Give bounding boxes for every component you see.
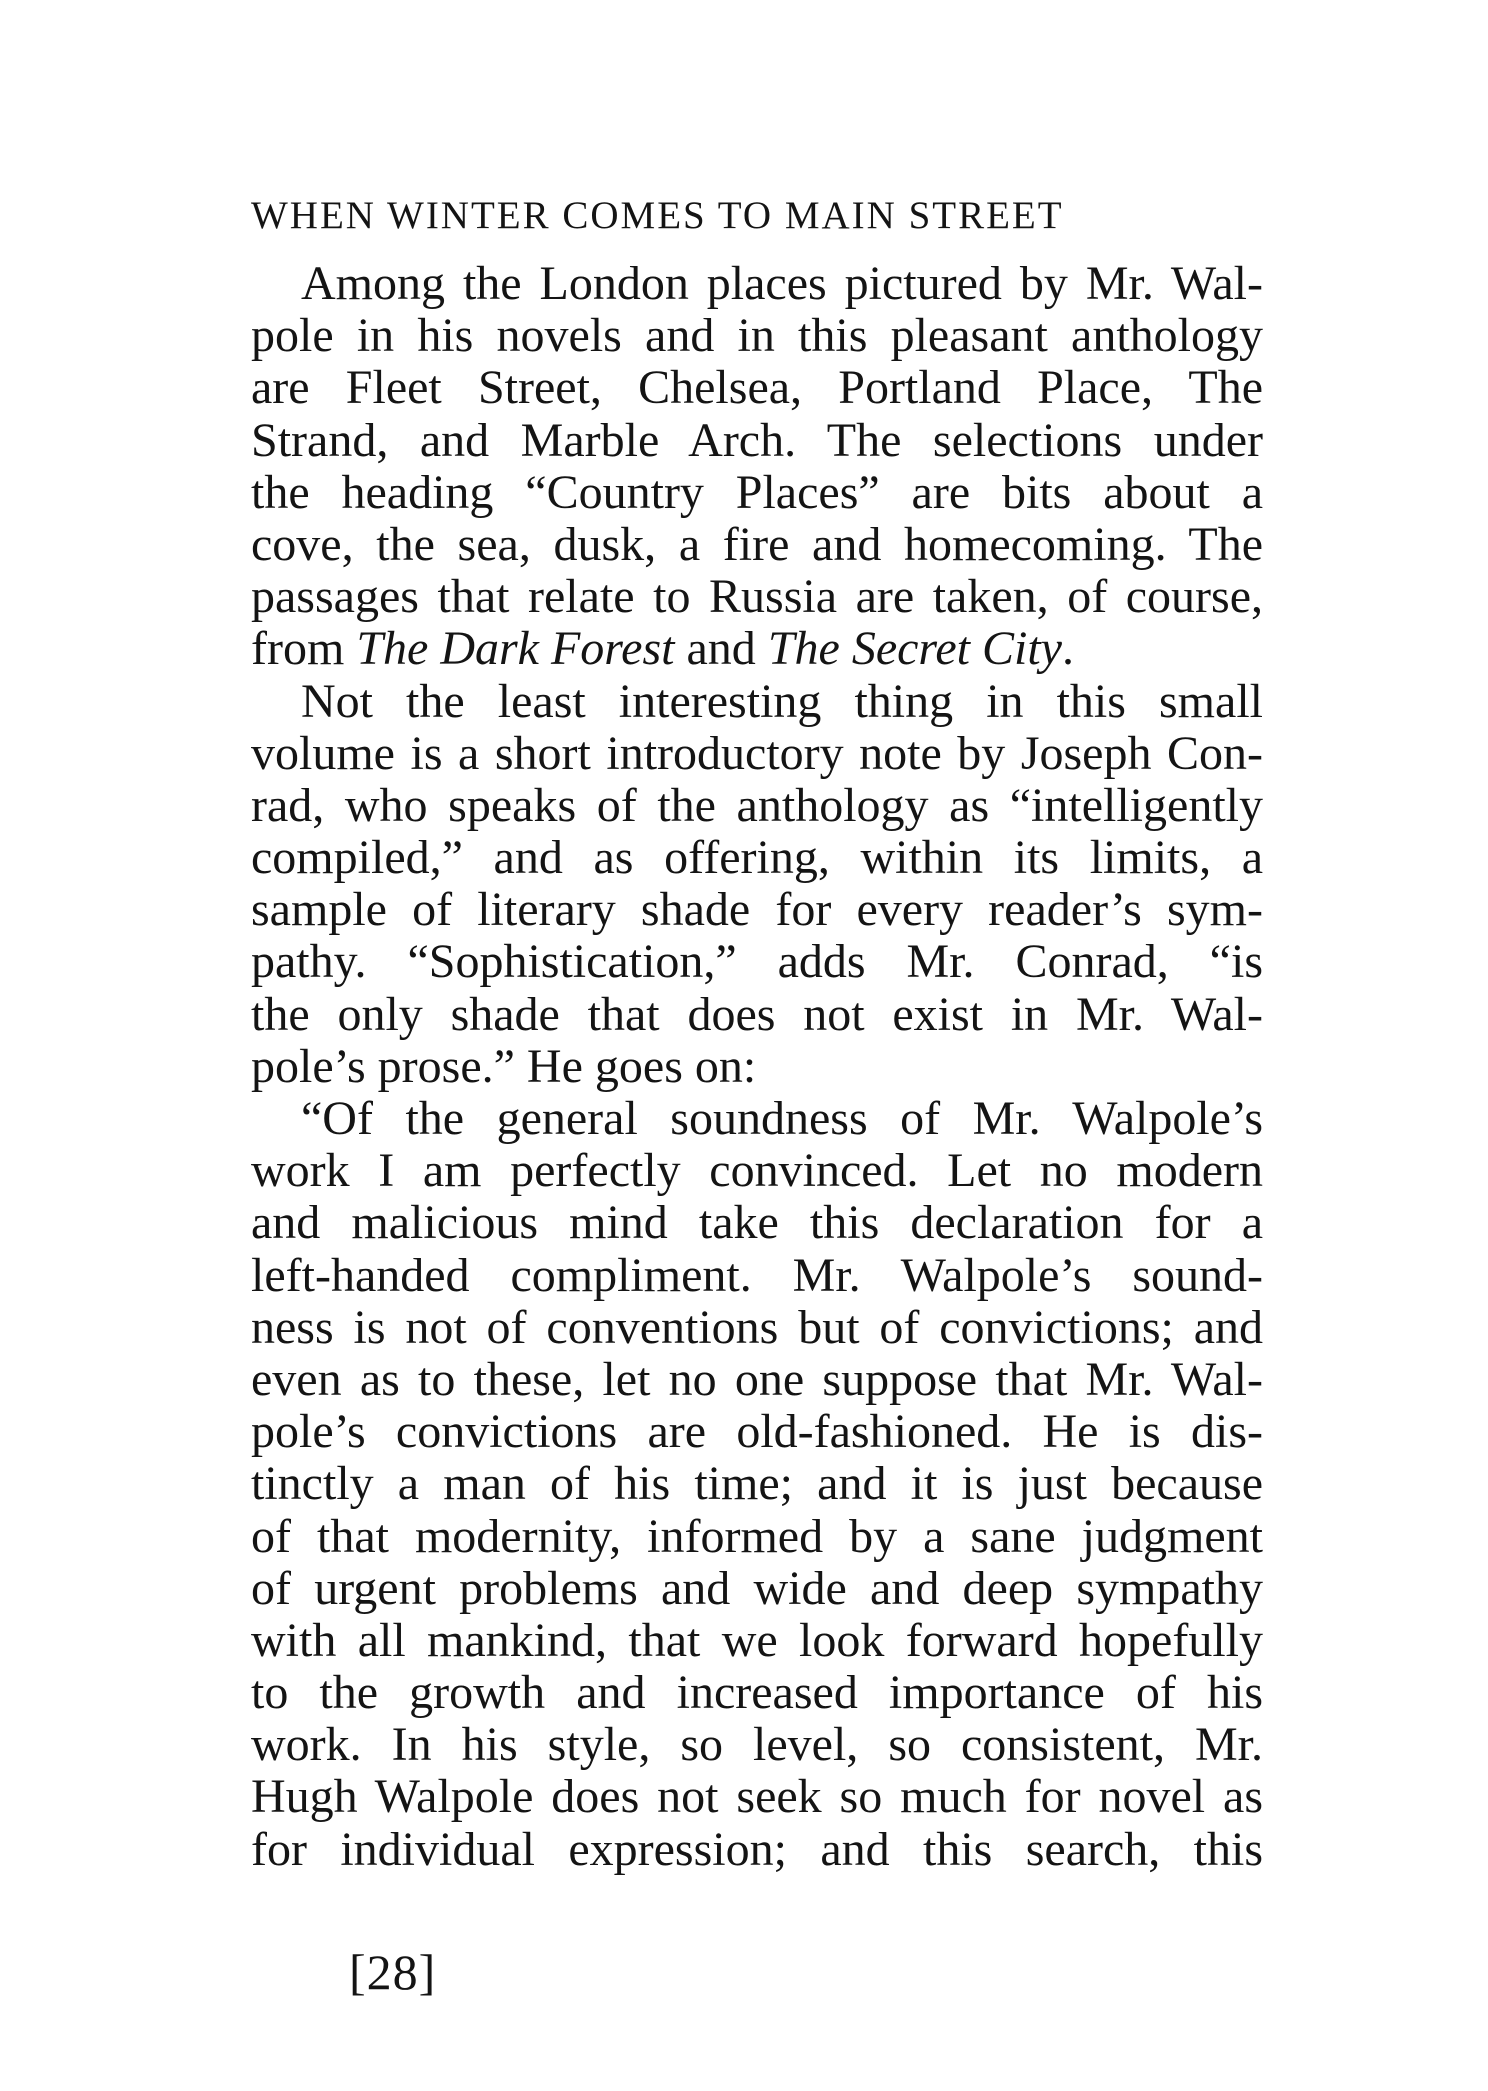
text-line: even as to these, let no one suppose that Mr. Wal-: [251, 1352, 1263, 1406]
book-title: The Dark Forest: [356, 622, 675, 676]
text-line: tinctly a man of his time; and it is just because: [251, 1457, 1263, 1511]
page-number: [28]: [349, 1944, 437, 2000]
text-line: the only shade that does not exist in Mr. Wal-: [251, 987, 1263, 1041]
book-title: The Secret City: [767, 622, 1062, 676]
text-line: rad, who speaks of the anthology as “intelligently: [251, 778, 1263, 832]
text-line: with all mankind, that we look forward hopefully: [251, 1613, 1263, 1667]
text-line: pole in his novels and in this pleasant anthology: [251, 309, 1263, 363]
text-line: Hugh Walpole does not seek so much for novel as: [251, 1770, 1263, 1824]
text-line: pole’s convictions are old-fashioned. He is dis-: [251, 1405, 1263, 1459]
text-line: pathy. “Sophistication,” adds Mr. Conrad, “is: [251, 935, 1263, 989]
text-run: and: [674, 622, 768, 676]
text-line: the heading “Country Places” are bits about a: [251, 465, 1263, 519]
text-line: work. In his style, so level, so consistent, Mr.: [251, 1718, 1263, 1772]
text-line: work I am perfectly convinced. Let no modern: [251, 1144, 1263, 1198]
text-line: ness is not of conventions but of convictions; and: [251, 1300, 1263, 1354]
text-line: volume is a short introductory note by Joseph Con-: [251, 726, 1263, 780]
text-run: from: [251, 622, 357, 676]
text-line: and malicious mind take this declaration for a: [251, 1196, 1263, 1250]
text-line: are Fleet Street, Chelsea, Portland Place, The: [251, 361, 1263, 415]
text-line: Not the least interesting thing in this small: [301, 674, 1263, 728]
text-line: to the growth and increased importance of his: [251, 1666, 1263, 1720]
text-line: Strand, and Marble Arch. The selections under: [251, 413, 1263, 467]
text-line: compiled,” and as offering, within its limits, a: [251, 831, 1263, 885]
text-line: sample of literary shade for every reader’s sym-: [251, 883, 1263, 937]
running-head: WHEN WINTER COMES TO MAIN STREET: [251, 194, 1064, 237]
text-line: pole’s prose.” He goes on:: [251, 1039, 757, 1093]
text-line: [251, 623, 1263, 675]
text-line: Among the London places pictured by Mr. Wal-: [301, 257, 1263, 310]
text-line: of urgent problems and wide and deep sympathy: [251, 1561, 1263, 1615]
text-line: for individual expression; and this search, this: [251, 1822, 1263, 1876]
text-line: “Of the general soundness of Mr. Walpole’s: [301, 1092, 1263, 1145]
text-line: cove, the sea, dusk, a fire and homecoming. The: [251, 517, 1263, 571]
text-line: of that modernity, informed by a sane judgment: [251, 1509, 1263, 1563]
text-run: .: [1061, 622, 1074, 676]
text-line: passages that relate to Russia are taken, of course,: [251, 570, 1263, 624]
text-line: left-handed compliment. Mr. Walpole’s sound-: [251, 1248, 1263, 1302]
body-text: [251, 258, 1263, 1876]
